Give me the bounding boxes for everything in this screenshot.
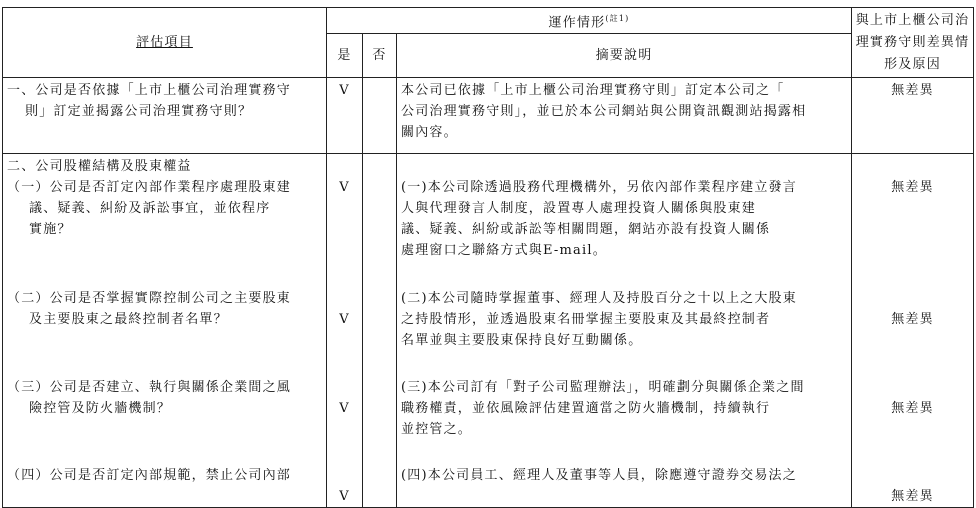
summary-text-line: (四)本公司員工、經理人及董事等人員，除應遵守證券交易法之	[401, 468, 797, 484]
yes-header	[327, 34, 363, 78]
table-row	[3, 78, 974, 154]
no-label: 否	[372, 48, 387, 64]
item-text-line: （四）公司是否訂定內部規範，禁止公司內部	[7, 468, 292, 484]
item-text-line: 議、疑義、糾紛及訴訟事宜，並依程序	[29, 201, 271, 217]
yes-cell: V	[327, 78, 363, 154]
header-row-1	[3, 8, 974, 34]
summary-text-line: 職務權責，並依風險評估建置適當之防火牆機制，持續執行	[401, 401, 771, 417]
operation-status-label: 運作情形	[548, 15, 606, 31]
difference-header	[852, 8, 974, 78]
difference-value: 無差異	[891, 401, 934, 417]
yes-label: 是	[337, 48, 352, 64]
eval-item-header	[3, 8, 327, 78]
item-text-line: 及主要股東之最終控制者名單？	[29, 312, 228, 328]
item-text-line: 則」訂定並揭露公司治理實務守則？	[25, 104, 253, 120]
item-text-line: （一）公司是否訂定內部作業程序處理股東建	[7, 180, 292, 196]
operation-status-header	[327, 8, 852, 34]
summary-text-line: 公司治理實務守則」，並已於本公司網站與公開資訊觀測站揭露相	[401, 104, 807, 120]
summary-cell	[397, 154, 852, 508]
summary-text-line: 議、疑義、糾紛或訴訟等相關問題，網站亦設有投資人關係	[401, 222, 771, 238]
difference-value: 無差異	[891, 489, 934, 505]
no-cell	[363, 78, 397, 154]
yes-mark: V	[339, 489, 350, 505]
table-row	[3, 154, 974, 508]
summary-text-line: 之持股情形，並透過股東名冊掌握主要股東及其最終控制者	[401, 312, 771, 328]
yes-mark: V	[339, 401, 350, 417]
summary-text-line: 並控管之。	[401, 422, 473, 438]
summary-text-line: 人與代理發言人制度，設置專人處理投資人關係與股東建	[401, 201, 757, 217]
summary-text-line: (二)本公司隨時掌握董事、經理人及持股百分之十以上之大股東	[401, 291, 797, 307]
summary-text-line: (一)本公司除透過股務代理機構外，另依內部作業程序建立發言	[401, 180, 797, 196]
yes-mark: V	[339, 312, 350, 328]
operation-note: (註1)	[605, 14, 630, 23]
item-text-line: （三）公司是否建立、執行與關係企業間之風	[7, 380, 292, 396]
item-text-line: （二）公司是否掌握實際控制公司之主要股東	[7, 291, 292, 307]
eval-item-cell	[3, 78, 327, 154]
summary-text-line: 關內容。	[401, 125, 458, 141]
difference-value: 無差異	[891, 180, 934, 196]
no-header	[363, 34, 397, 78]
yes-cell	[327, 154, 363, 508]
difference-cell: 無差異	[852, 78, 974, 154]
eval-item-label: 評估項目	[136, 35, 193, 51]
item-text-line: 險控管及防火牆機制？	[29, 401, 172, 417]
eval-item-cell	[3, 154, 327, 508]
difference-cell	[852, 154, 974, 508]
item-text-line: 實施？	[29, 222, 72, 238]
difference-label: 與上市上櫃公司治理實務守則差異情形及原因	[855, 12, 970, 72]
no-cell	[363, 154, 397, 508]
summary-label: 摘要說明	[595, 48, 653, 64]
summary-text-line: 處理窗口之聯絡方式與E-mail。	[401, 243, 607, 259]
difference-value: 無差異	[891, 312, 934, 328]
section-title: 二、公司股權結構及股東權益	[7, 159, 192, 175]
summary-cell	[397, 78, 852, 154]
corporate-governance-table	[2, 7, 974, 508]
summary-text-line: 名單並與主要股東保持良好互動關係。	[401, 333, 643, 349]
summary-header	[397, 34, 852, 78]
summary-text-line: 本公司已依據「上市上櫃公司治理實務守則」訂定本公司之「	[401, 83, 785, 99]
summary-text-line: (三)本公司訂有「對子公司監理辦法」，明確劃分與關係企業之間	[401, 380, 805, 396]
yes-mark: V	[339, 180, 350, 196]
item-text-line: 一、公司是否依據「上市上櫃公司治理實務守	[7, 83, 292, 99]
